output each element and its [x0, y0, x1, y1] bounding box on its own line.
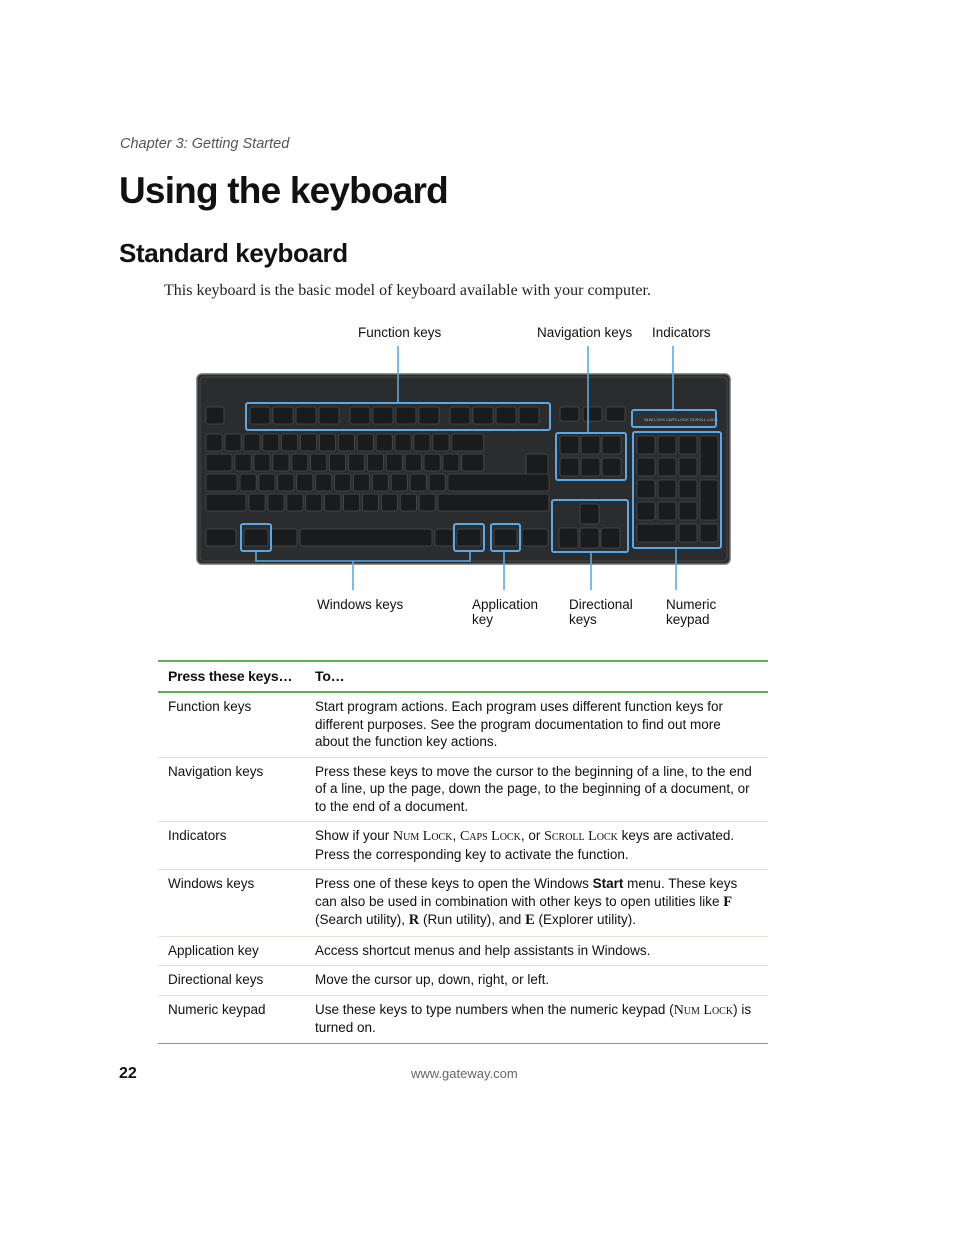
label-navigation-keys: Navigation keys: [537, 325, 633, 340]
keyboard-key: [462, 454, 484, 471]
keyboard-key: [306, 494, 322, 511]
section-title: Standard keyboard: [119, 238, 348, 268]
keyboard-key: [376, 434, 392, 451]
keyboard-key: [473, 407, 493, 424]
key-description-cell: Move the cursor up, down, right, or left.: [305, 966, 768, 996]
keyboard-key: [410, 474, 426, 491]
keyboard-key: [637, 458, 655, 476]
keyboard-key: [457, 529, 481, 546]
keyboard-key: [429, 474, 445, 491]
keyboard-key: [249, 494, 265, 511]
indicator-scroll-lock: SCROLL LOCK: [690, 417, 718, 422]
keyboard-key: [679, 480, 697, 498]
keyboard-key: [250, 407, 270, 424]
keyboard-key: [583, 407, 602, 421]
keyboard-key: [494, 529, 517, 546]
keyboard-key: [522, 529, 548, 546]
table-row: [158, 995, 768, 1043]
key-description-cell: Press these keys to move the cursor to the beginning of a line, to the end of a line, up the page, down the page, to the beginning of a document, or to the end of a document.: [305, 757, 768, 822]
keyboard-key: [357, 434, 373, 451]
keyboard-key: [206, 434, 222, 451]
keyboard-key: [602, 458, 621, 476]
keyboard-key: [386, 454, 402, 471]
keyboard-key: [301, 434, 317, 451]
keyboard-key: [414, 434, 430, 451]
table-header-row: [158, 661, 768, 692]
keyboard-key: [316, 474, 332, 491]
keyboard-key: [206, 474, 237, 491]
keyboard-key: [679, 502, 697, 520]
keyboard-key: [658, 502, 676, 520]
keyboard-key: [658, 436, 676, 454]
keyboard-key: [519, 407, 539, 424]
key-description-cell: Use these keys to type numbers when the numeric keypad (Num Lock) is turned on.: [305, 995, 768, 1043]
keyboard-key: [263, 434, 279, 451]
keyboard-key: [348, 454, 364, 471]
keyboard-key: [244, 529, 268, 546]
indicator-num-lock: NUM LOCK: [644, 417, 666, 422]
keyboard-key: [206, 494, 246, 511]
keyboard-key: [606, 407, 625, 421]
keyboard-key: [637, 436, 655, 454]
table-row: [158, 870, 768, 937]
keyboard-key: [273, 407, 293, 424]
keyboard-key: [268, 494, 284, 511]
keyboard-key: [700, 480, 718, 520]
keyboard-key: [424, 454, 440, 471]
keyboard-key: [278, 474, 294, 491]
keyboard-key: [700, 436, 718, 476]
key-description-cell: Show if your Num Lock, Caps Lock, or Scroll Lock keys are activated. Press the corresponding key to activate the function.: [305, 822, 768, 870]
keyboard-key: [325, 494, 341, 511]
keyboard-key: [235, 454, 251, 471]
label-windows-keys: Windows keys: [317, 597, 404, 612]
keyboard-key: [601, 528, 620, 548]
keyboard-key: [338, 434, 354, 451]
keyboard-key: [373, 407, 393, 424]
keyboard-key: [559, 528, 578, 548]
table-row: [158, 822, 768, 870]
keyboard-key: [367, 454, 383, 471]
keyboard-key: [435, 529, 453, 546]
keyboard-key: [206, 454, 232, 471]
keyboard-key: [405, 454, 421, 471]
label-function-keys: Function keys: [358, 325, 442, 340]
label-numeric-keypad-line1: Numeric: [666, 597, 717, 612]
keyboard-key: [400, 494, 416, 511]
keyboard-key: [287, 494, 303, 511]
keyboard-key: [395, 434, 411, 451]
key-description-cell: Start program actions. Each program uses different function keys for different purposes. See the program documentation to find out more about the function key actions.: [305, 692, 768, 757]
keyboard-key: [637, 480, 655, 498]
keyboard-key: [637, 524, 676, 542]
page-title: Using the keyboard: [119, 170, 448, 211]
keyboard-key: [700, 524, 718, 542]
keyboard-key: [350, 407, 370, 424]
column-header-keys: Press these keys…: [158, 661, 305, 692]
keyboard-key: [452, 434, 484, 451]
keyboard-key: [206, 529, 236, 546]
key-description-cell: Access shortcut menus and help assistants in Windows.: [305, 936, 768, 966]
keyboard-key: [419, 494, 435, 511]
table-row: [158, 936, 768, 966]
keyboard-key: [282, 434, 298, 451]
keyboard-key: [443, 454, 459, 471]
label-indicators: Indicators: [652, 325, 711, 340]
keyboard-key: [362, 494, 378, 511]
keyboard-key: [560, 407, 579, 421]
keyboard-key: [602, 436, 621, 454]
key-name-cell: Navigation keys: [158, 757, 305, 822]
column-header-action: To…: [305, 661, 768, 692]
keyboard-key: [396, 407, 416, 424]
keyboard-key: [679, 436, 697, 454]
key-name-cell: Directional keys: [158, 966, 305, 996]
keyboard-key: [311, 454, 327, 471]
keyboard-key: [433, 434, 449, 451]
keyboard-key: [496, 407, 516, 424]
keyboard-key: [259, 474, 275, 491]
keyboard-key: [580, 504, 599, 524]
label-application-key-line1: Application: [472, 597, 539, 612]
indicator-caps-lock: CAPS LOCK: [666, 417, 689, 422]
keyboard-key: [419, 407, 439, 424]
keyboard-key: [658, 480, 676, 498]
keyboard-key: [637, 502, 655, 520]
label-application-key-line2: key: [472, 612, 494, 627]
keyboard-key: [560, 436, 579, 454]
table-row: [158, 966, 768, 996]
key-name-cell: Function keys: [158, 692, 305, 757]
key-name-cell: Application key: [158, 936, 305, 966]
keyboard-key: [344, 494, 360, 511]
keyboard-key: [679, 524, 697, 542]
keyboard-key: [658, 458, 676, 476]
keyboard-key: [244, 434, 260, 451]
keyboard-key: [381, 494, 397, 511]
keyboard-key: [581, 436, 600, 454]
keyboard-key: [273, 454, 289, 471]
keyboard-key: [271, 529, 297, 546]
keyboard-key: [240, 474, 256, 491]
keyboard-key: [679, 458, 697, 476]
keyboard-key: [560, 458, 579, 476]
table-row: [158, 692, 768, 757]
keyboard-key: [581, 458, 600, 476]
key-description-cell: Press one of these keys to open the Windows Start menu. These keys can also be used in combination with other keys to open utilities like F (Search utility), R (Run utility), and E (Explorer utility).: [305, 870, 768, 937]
page-number: 22: [119, 1065, 137, 1082]
keyboard-key: [254, 454, 270, 471]
keyboard-figure: [150, 318, 780, 638]
keyboard-key: [391, 474, 407, 491]
footer-url: www.gateway.com: [411, 1066, 518, 1081]
keyboard-key: [438, 494, 549, 511]
keyboard-key: [296, 407, 316, 424]
label-directional-keys-line2: keys: [569, 612, 597, 627]
chapter-header: Chapter 3: Getting Started: [120, 136, 290, 152]
keyboard-key: [580, 528, 599, 548]
keyboard-key: [353, 474, 369, 491]
keyboard-key: [330, 454, 346, 471]
keyboard-key: [335, 474, 351, 491]
keyboard-key: [450, 407, 470, 424]
label-directional-keys-line1: Directional: [569, 597, 633, 612]
keyboard-key: [206, 407, 224, 424]
keyboard-key: [225, 434, 241, 451]
keyboard-key: [448, 474, 549, 491]
label-numeric-keypad-line2: keypad: [666, 612, 710, 627]
intro-paragraph: This keyboard is the basic model of keyboard available with your computer.: [164, 282, 651, 299]
table-row: [158, 757, 768, 822]
keyboard-key: [300, 529, 432, 546]
key-name-cell: Indicators: [158, 822, 305, 870]
keyboard-key: [372, 474, 388, 491]
keyboard-key: [297, 474, 313, 491]
keyboard-key: [292, 454, 308, 471]
key-name-cell: Numeric keypad: [158, 995, 305, 1043]
keyboard-key: [319, 434, 335, 451]
keyboard-key: [319, 407, 339, 424]
key-name-cell: Windows keys: [158, 870, 305, 937]
keys-table: [158, 660, 768, 1044]
